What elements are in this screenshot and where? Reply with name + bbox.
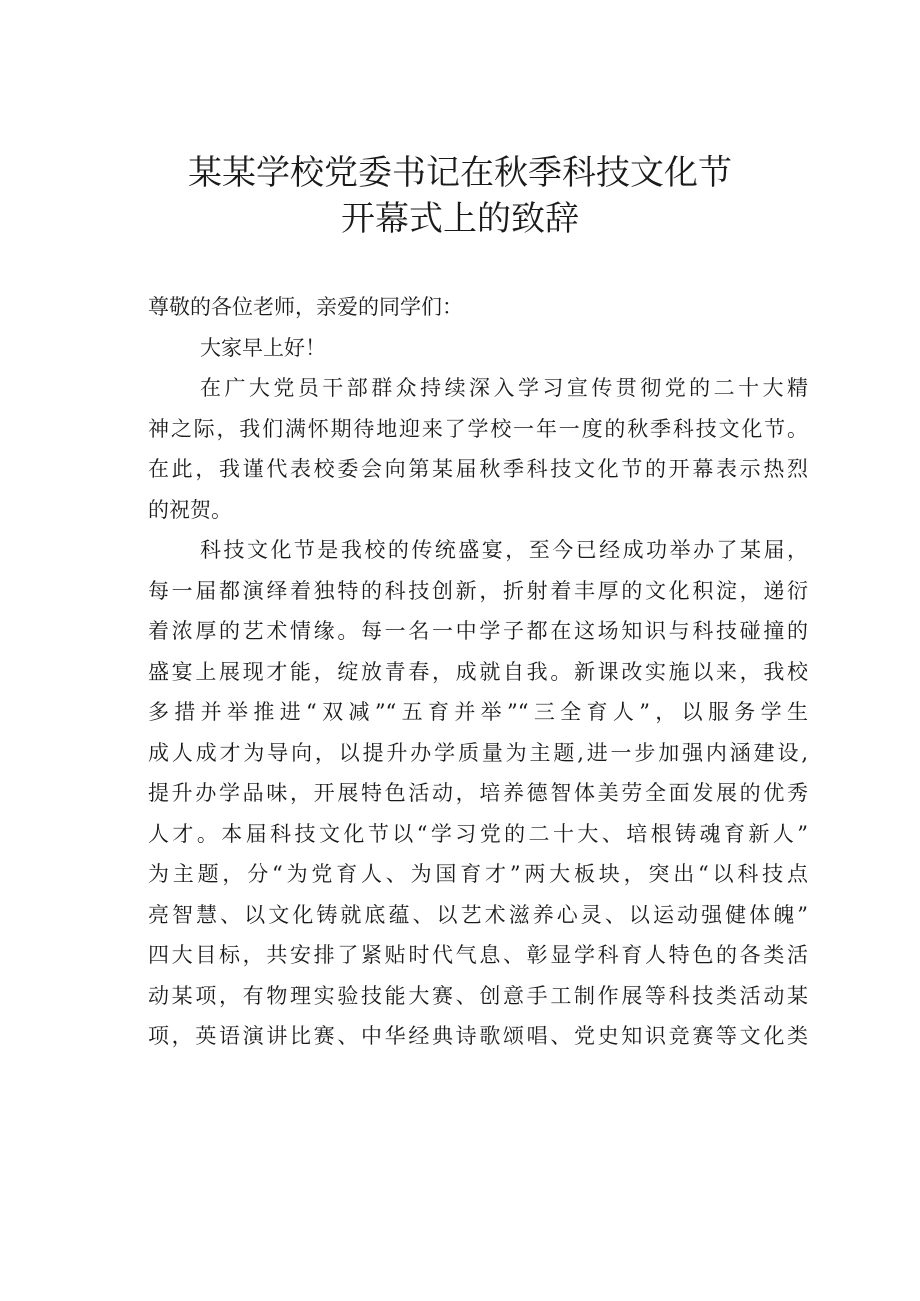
paragraph-line: 动某项，有物理实验技能大赛、创意手工制作展等科技类活动某 bbox=[148, 983, 808, 1008]
paragraph-line: 在广大党员干部群众持续深入学习宣传贯彻党的二十大精 bbox=[200, 376, 808, 400]
title-line-1: 某某学校党委书记在秋季科技文化节 bbox=[188, 153, 732, 193]
paragraph-line: 着浓厚的艺术情缘。每一名一中学子都在这场知识与科技碰撞的 bbox=[148, 619, 808, 643]
paragraph-line: 神之际，我们满怀期待地迎来了学校一年一度的秋季科技文化节。 bbox=[148, 416, 808, 441]
paragraph-2 bbox=[148, 530, 808, 1057]
paragraph-line: 成人成才为导向，以提升办学质量为主题,进一步加强内涵建设, bbox=[148, 740, 808, 765]
title-line-2: 开幕式上的致辞 bbox=[341, 199, 579, 239]
paragraph-line: 每一届都演绎着独特的科技创新，折射着丰厚的文化积淀，递衍 bbox=[148, 578, 808, 603]
salutation: 尊敬的各位老师，亲爱的同学们： bbox=[148, 295, 463, 319]
document-title bbox=[0, 150, 920, 242]
paragraph-line: 多措并举推进“双减”“五育并举”“三全育人”，以服务学生 bbox=[148, 700, 808, 724]
paragraph-line: 人才。本届科技文化节以“学习党的二十大、培根铸魂育新人” bbox=[148, 821, 808, 846]
document-body bbox=[148, 287, 808, 1057]
paragraph-line: 盛宴上展现才能，绽放青春，成就自我。新课改实施以来，我校 bbox=[148, 659, 808, 684]
paragraph-line: 提升办学品味，开展特色活动，培养德智体美劳全面发展的优秀 bbox=[148, 781, 808, 805]
paragraph-line: 项，英语演讲比赛、中华经典诗歌颂唱、党史知识竞赛等文化类 bbox=[148, 1024, 808, 1048]
greeting: 大家早上好！ bbox=[200, 335, 326, 360]
paragraph-line: 为主题，分“为党育人、为国育才”两大板块，突出“以科技点 bbox=[148, 862, 808, 886]
paragraph-line: 四大目标，共安排了紧贴时代气息、彰显学科育人特色的各类活 bbox=[148, 943, 808, 967]
paragraph-line: 的祝贺。 bbox=[148, 497, 232, 522]
paragraph-line: 科技文化节是我校的传统盛宴，至今已经成功举办了某届， bbox=[200, 538, 808, 562]
paragraph-1 bbox=[148, 368, 808, 530]
paragraph-line: 亮智慧、以文化铸就底蕴、以艺术滋养心灵、以运动强健体魄” bbox=[148, 902, 808, 927]
paragraph-line: 在此，我谨代表校委会向第某届秋季科技文化节的开幕表示热烈 bbox=[148, 457, 808, 481]
